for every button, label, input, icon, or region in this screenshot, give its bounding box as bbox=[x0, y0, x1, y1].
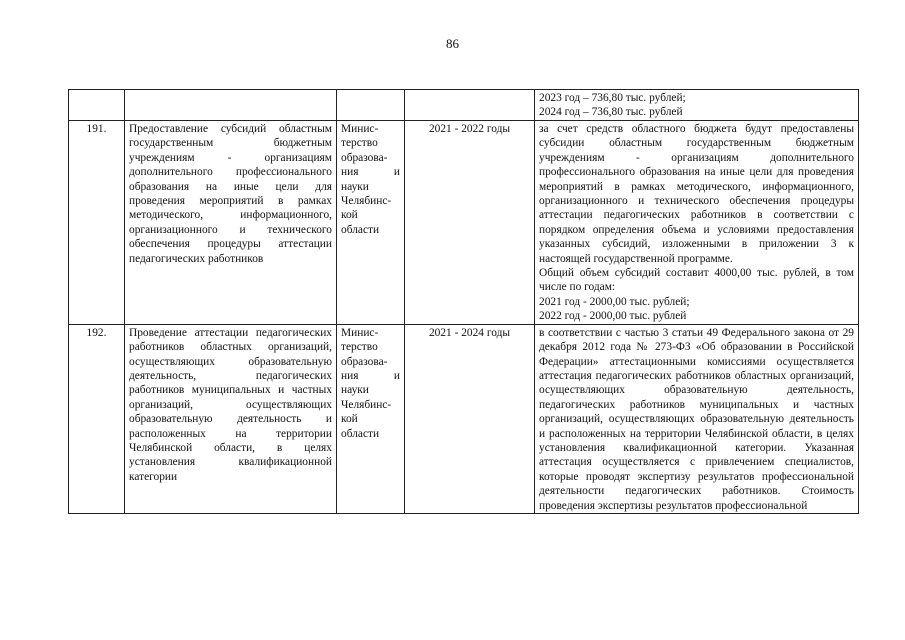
responsible-line: области bbox=[341, 223, 380, 236]
measures-table bbox=[68, 89, 859, 514]
responsible-line: образова- bbox=[341, 355, 388, 368]
responsible-line: области bbox=[341, 427, 380, 440]
cell-responsible bbox=[337, 90, 405, 121]
responsible-line: науки bbox=[341, 180, 369, 193]
row-number: 191. bbox=[69, 121, 125, 325]
responsible-line: терство bbox=[341, 137, 378, 150]
cell-activity bbox=[125, 90, 337, 121]
responsible-line: ния и bbox=[341, 166, 400, 179]
cell-number bbox=[69, 90, 125, 121]
table-row-191 bbox=[69, 121, 859, 325]
activity-text: Предоставление субсидий областным государственным бюджетным учреждениям - организациям дополнительного профессионального образования на иные цели для проведения мероприятий в рамках методического, информационного, организационного и технического обеспечения процедуры аттестации педагогических работников bbox=[125, 121, 337, 325]
page-number: 86 bbox=[446, 36, 459, 51]
table-row-continued bbox=[69, 90, 859, 121]
responsible-line: Минис- bbox=[341, 326, 379, 339]
term-text: 2021 - 2024 годы bbox=[405, 324, 535, 513]
table-row-192 bbox=[69, 324, 859, 513]
responsible-line: Челябинс- bbox=[341, 398, 392, 411]
result-line: 2023 год – 736,80 тыс. рублей; bbox=[539, 92, 686, 104]
result-text: за счет средств областного бюджета будут предоставлены субсидии областным государственным бюджетным учреждениям - организациям дополнительного профессионального образования на иные цели для проведения мероприятий в рамках методического, информационного, организационного и технического обеспечения процедуры аттестации педагогических работников в соответствии с порядком определения объема и условиями предоставления указанных субсидий, изложенными в приложении 3 к настоящей государственной программе. bbox=[539, 123, 854, 265]
activity-text: Проведение аттестации педагогических работников областных организаций, осуществляющих образовательную деятельность, педагогических работников муниципальных и частных организаций, осуществляющих образовательную деятельность и расположенных на территории Челябинской области, в целях установления квалификационной категории bbox=[125, 324, 337, 513]
result-text: в соответствии с частью 3 статьи 49 Федерального закона от 29 декабря 2012 года № 273-ФЗ «Об образовании в Российской Федерации» аттестационными комиссиями осуществляется аттестация педагогических работников областных организаций, осуществляющих образовательную деятельность, педагогических работников муниципальных и частных организаций, осуществляющих образовательную деятельность и расположенных на территории Челябинской области, в целях установления квалификационной категории. Указанная аттестация осуществляется с привлечением специалистов, которые проводят экспертизу результатов профессиональной деятельности педагогических работников. Стоимость проведения экспертизы результатов профессиональной bbox=[539, 326, 854, 512]
responsible-cell bbox=[337, 324, 405, 513]
responsible-line: кой bbox=[341, 413, 358, 426]
responsible-line: кой bbox=[341, 209, 358, 222]
responsible-line: терство bbox=[341, 341, 378, 354]
responsible-line: Минис- bbox=[341, 123, 379, 135]
row-number: 192. bbox=[69, 324, 125, 513]
responsible-line: Челябинс- bbox=[341, 195, 392, 208]
result-line: 2024 год – 736,80 тыс. рублей bbox=[539, 106, 683, 119]
responsible-line: ния и bbox=[341, 369, 400, 382]
result-total: Общий объем субсидий составит 4000,00 тыс. рублей, в том числе по годам: bbox=[539, 267, 854, 294]
cell-result bbox=[535, 90, 859, 121]
result-cell bbox=[535, 121, 859, 325]
responsible-line: науки bbox=[341, 384, 369, 397]
result-year-line: 2022 год - 2000,00 тыс. рублей bbox=[539, 310, 687, 323]
cell-term bbox=[405, 90, 535, 121]
result-year-line: 2021 год - 2000,00 тыс. рублей; bbox=[539, 295, 690, 308]
responsible-cell bbox=[337, 121, 405, 325]
result-cell bbox=[535, 324, 859, 513]
responsible-line: образова- bbox=[341, 151, 388, 164]
term-text: 2021 - 2022 годы bbox=[405, 121, 535, 325]
